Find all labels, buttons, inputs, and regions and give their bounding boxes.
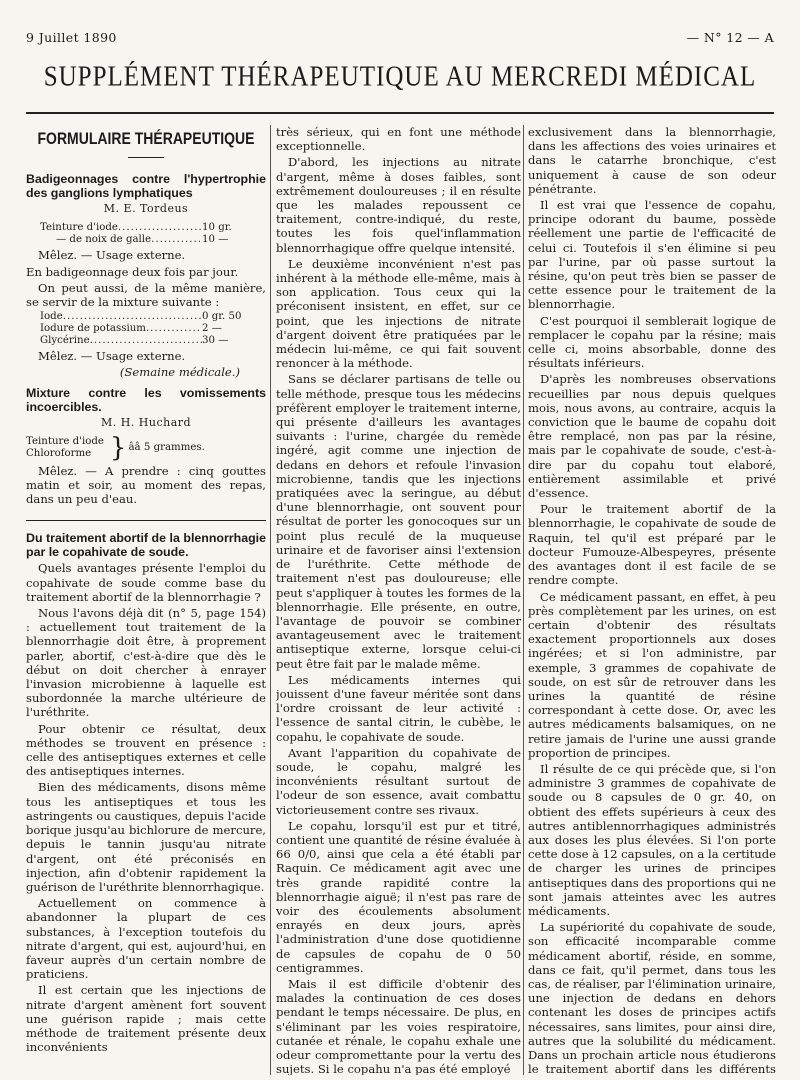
paragraph: D'abord, les injections au nitrate d'argent, même à doses faibles, sont extrêmement douloureuses ; il en résulte que les malades repoussent ce traitement, contre-indiqué, du reste, toutes les fois quel'inflammation blennorrhagique offre quelque intensité. (276, 155, 521, 255)
recipe-row: — de noix de galle ..... 10 — (40, 234, 266, 246)
section-author: M. H. Huchard (100, 415, 192, 429)
top-line (26, 30, 774, 48)
issue-date: 9 Juillet 1890 (26, 30, 117, 45)
paragraph: Sans se déclarer partisans de telle ou telle méthode, presque tous les médecins préfèrent employer le traitement interne, qui présente d'ailleurs les avantages suivants : l'urine, chargée du remède ingéré, agit comme une injection de dedans en dehors et refoule l'invasion microbienne, tandis que les injections pratiquées avec la seringue, au début d'une blennorrhagie, ont souvent pour résultat de porter les gonocoques sur un point plus reculé de la muqueuse urinaire et de favoriser ainsi l'extension de l'uréthrite. Cette méthode de traitement n'est pas douloureuse; elle peut s'appliquer à toutes les formes de la blennorrhagie. Elle présente, en outre, l'avantage de pouvoir se combiner avantageusement avec le traitement antiseptique externe, lorsque celui-ci peut être fait par le malade même. (276, 372, 521, 671)
paragraph: Mais il est difficile d'obtenir des malades la continuation de ces doses pendant le temps nécessaire. De plus, en s'éliminant par les voies respiratoire, cutanée et rénale, le copahu exhale une odeur compromettante pour la vertu des sujets. Si le copahu n'a pas été employé (276, 976, 521, 1075)
paragraph: C'est pourquoi il semblerait logique de remplacer le copahu par la résine; mais celle ci, moins absorbable, donne des résultats inférieurs. (528, 313, 776, 371)
section-separator (26, 520, 266, 521)
column-divider (270, 125, 271, 1075)
paragraph: Il est certain que les injections de nitrate d'argent amènent fort souvent une guérison rapide ; mais cette méthode de traitement présente deux inconvénients (26, 983, 266, 1055)
paragraph: Pour obtenir ce résultat, deux méthodes se trouvent en présence : celle des antiseptiques externes et celle des antiseptiques internes. (26, 721, 266, 779)
paragraph: Bien des médicaments, disons même tous les antiseptiques et tous les astringents ou caustiques, depuis l'acide borique jusqu'au bichlorure de mercure, depuis le tannin jusqu'au nitrate d'argent, ont été préconisés en injection, afin d'obtenir rapidement la guérison de l'uréthrite blennorrhagique. (26, 780, 266, 894)
recipe-item: Chloroforme (26, 447, 92, 459)
paragraph: Avant l'apparition du copahivate de soude, le copahu, malgré les inconvénients résultant surtout de l'odeur de son essence, avait combattu victorieusement contre ses rivaux. (276, 745, 521, 817)
column-1 (26, 125, 266, 1075)
recipe-row: Teinture d'iode ..... 10 gr. (40, 222, 266, 234)
section-author: M. E. Tordeus (103, 202, 189, 216)
paragraph: Ce médicament passant, en effet, à peu près complètement par les urines, on est certain d'obtenir des résultats exactement proportionnels aux doses ingérées; et si l'on administre, par exemple, 3 grammes de copahivate de soude, on est sûr de retrouver dans les urines la quantité de résine correspondant à cette dose. Or, avec les autres médicaments balsamiques, on ne retire jamais de l'urine une aussi grande proportion de principes. (528, 589, 776, 760)
paragraph: très sérieux, qui en font une méthode exceptionnelle. (276, 125, 521, 154)
recipe-list (40, 311, 266, 347)
paragraph: Le copahu, lorsqu'il est pur et titré, contient une quantité de résine évaluée à 66 0/0, ainsi que cela a été établi par Raquin. Ce médicament agit avec une très grande rapidité contre la blennorrhagie aiguë; il n'est pas rare de voir des écoulements absolument enrayés en deux jours, après l'administration d'une dose quotidienne de capsules de copahu de 0 50 centigrammes. (276, 818, 521, 975)
paragraph: Il est vrai que l'essence de copahu, principe odorant du baume, possède réellement une partie de l'efficacité de celui ci. Toutefois il s'en élimine si peu par l'urine, par où passe surtout la résine, qu'on peut très bien se passer de cette essence pour le traitement de la blennorrhagie. (528, 198, 776, 312)
paragraph: exclusivement dans la blennorrhagie, dans les affections des voies urinaires et dans le catarrhe bronchique, c'est uniquement à cause de son odeur pénétrante. (528, 125, 776, 196)
paragraph: Mêlez. — Usage externe. (38, 248, 186, 263)
recipe-row: Glycérine ..... 30 — (40, 335, 266, 347)
paragraph: Le deuxième inconvénient n'est pas inhérent à la méthode elle-même, mais à son application. Tous ceux qui la préconisent insistent, en effet, sur ce point, que les injections de nitrate d'argent doivent être pratiquées par le médecin lui-même, ce qui fait souvent renoncer à la méthode. (276, 256, 521, 371)
paragraph: Actuellement on commence à abandonner la plupart de ces substances, à l'exception toutefois du nitrate d'argent, qui est, aujourd'hui, en faveur auprès d'un certain nombre de praticiens. (26, 896, 266, 982)
paragraph: On peut aussi, de la même manière, se servir de la mixture suivante : (26, 280, 266, 310)
section-heading: Badigeonnages contre l'hypertrophie des ganglions lymphatiques (26, 172, 266, 201)
recipe-list (40, 222, 266, 246)
masthead-rule (26, 112, 774, 114)
formulaire-heading: FORMULAIRE THÉRAPEUTIQUE (37, 128, 255, 148)
paragraph: En badigeonnage deux fois par jour. (26, 264, 239, 279)
paragraph: D'après les nombreuses observations recueillies par nous depuis quelques mois, nous avons, au contraire, acquis la conviction que le baume de copahu doit être remplacé, non pas par la résine, mais par le copahivate de soude, c'est-à-dire par du copahu tout elaboré, entièrement assimilable et privé d'essence. (528, 372, 776, 501)
short-rule (128, 157, 164, 158)
recipe-row: Iodure de potassium ..... 2 — (40, 323, 266, 335)
paragraph: La supériorité du copahivate de soude, son efficacité incomparable comme médicament abortif, réside, en somme, dans ce fait, qu'il permet, dans tous les cas, de réaliser, par l'élimination urinaire, une injection de dedans en dehors contenant les doses de principes actifs nécessaires, sans limites, pour ainsi dire, autres que la solubilité du médicament. Dans un prochain article nous étudierons le traitement abortif dans les différents (528, 920, 776, 1075)
masthead-title: SUPPLÉMENT THÉRAPEUTIQUE AU MERCREDI MÉDICAL (43, 61, 757, 93)
paragraph: Mêlez. — A prendre : cinq gouttes matin et soir, au moment des repas, dans un peu d'eau. (26, 463, 266, 507)
column-divider (523, 125, 524, 1075)
paragraph: Mêlez. — Usage externe. (38, 349, 186, 364)
recipe-quantity: ââ 5 grammes. (128, 441, 205, 453)
paragraph: Quels avantages présente l'emploi du copahivate de soude comme base du traitement abortif de la blennorrhagie ? (26, 561, 266, 604)
recipe-row: Iode ..... 0 gr. 50 (40, 311, 266, 323)
brace-glyph: } (109, 432, 127, 463)
source-citation: (Semaine médicale.) (119, 365, 240, 380)
paragraph: Pour le traitement abortif de la blennorrhagie, le copahivate de soude de Raquin, tel qu'il est préparé par le docteur Fumouze-Albespeyres, présente des avantages dont il est facile de se rendre compte. (528, 502, 776, 588)
recipe-item: Teinture d'iode (26, 435, 104, 447)
recipe-brace (26, 432, 266, 463)
paragraph: Il résulte de ce qui précède que, si l'on administre 3 grammes de copahivate de soude ou 8 capsules de 0 gr. 40, on obtient des effets supérieurs à ceux des autres antiblennorrhagiques administrés aux doses les plus élevées. Si l'on porte cette dose à 12 capsules, on a la certitude de charger les urines de principes antiseptiques dans des proportions qui ne sont jamais atteintes avec les autres médicaments. (528, 761, 776, 918)
column-3 (528, 125, 776, 1075)
section-heading: Mixture contre les vomissements incoercibles. (26, 385, 266, 414)
paragraph: Les médicaments internes qui jouissent d'une faveur méritée sont dans l'ordre croissant de leur activité : l'essence de santal citrin, le cubèbe, le copahu, le copahivate de soude. (276, 672, 521, 744)
paragraph: Nous l'avons déjà dit (n° 5, page 154) : actuellement tout traitement de la blennorrhagie doit être, à proprement parler, abortif, c'est-à-dire que dès le début on doit chercher à enrayer l'invasion microbienne à laquelle est subordonnée la marche ultérieure de l'uréthrite. (26, 606, 266, 720)
column-2 (276, 125, 521, 1075)
section-heading: Du traitement abortif de la blennorrhagie par le copahivate de soude. (26, 531, 266, 560)
issue-number: — N° 12 — A (686, 30, 774, 45)
